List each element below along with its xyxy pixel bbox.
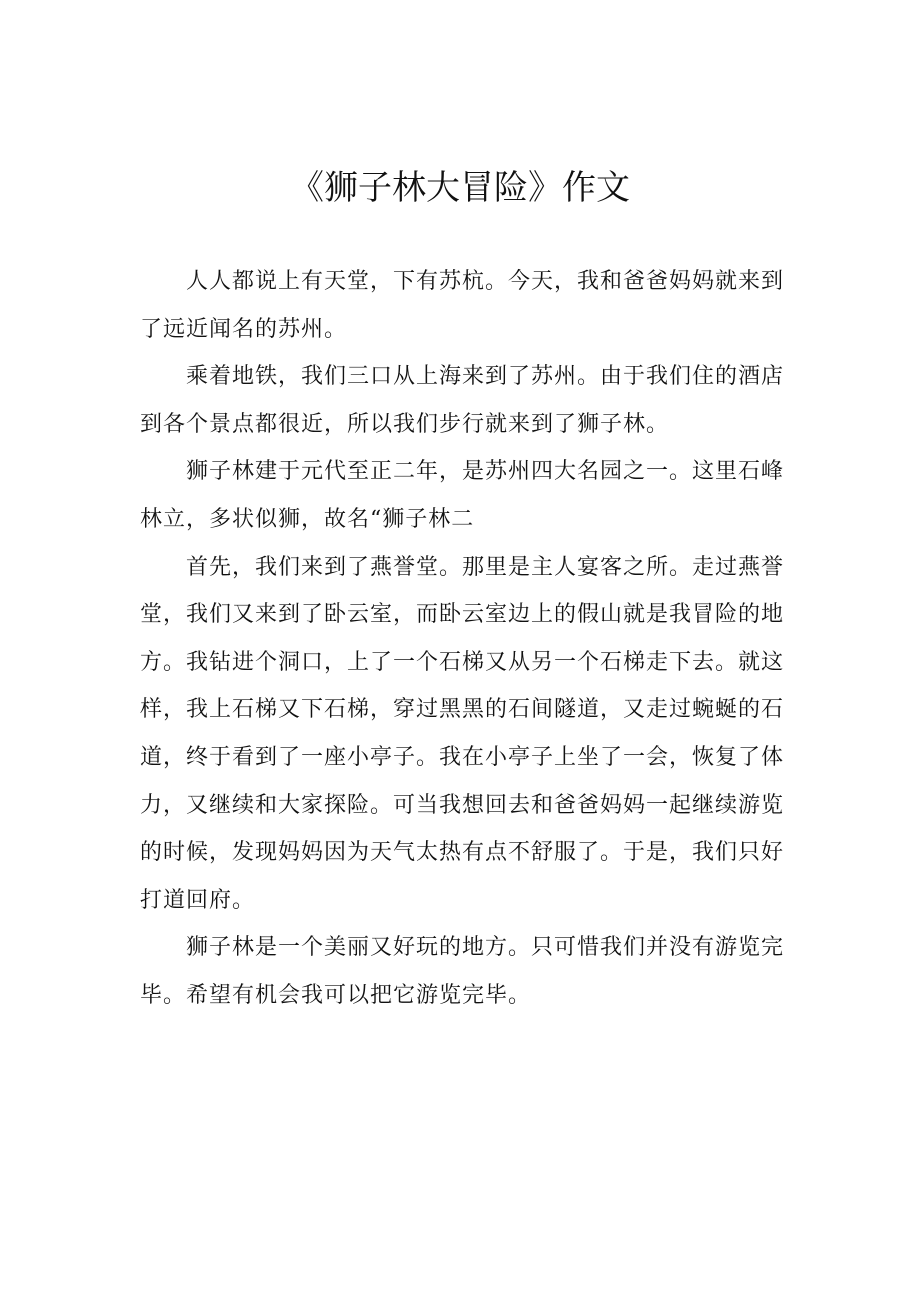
text-line: 堂，我们又来到了卧云室，而卧云室边上的假山就是我冒险的地 — [140, 602, 785, 628]
paragraph — [140, 353, 790, 448]
document-title: 《狮子林大冒险》作文 — [290, 168, 630, 208]
text-line: 的时候，发现妈妈因为天气太热有点不舒服了。于是，我们只好 — [140, 840, 785, 866]
paragraph — [140, 258, 790, 353]
text-line: 样，我上石梯又下石梯，穿过黑黑的石间隧道，又走过蜿蜒的石 — [140, 697, 785, 723]
text-line: 狮子林建于元代至正二年，是苏州四大名园之一。这里石峰 — [186, 459, 785, 485]
paragraph — [140, 544, 790, 925]
text-line: 力，又继续和大家探险。可当我想回去和爸爸妈妈一起继续游览 — [140, 792, 785, 818]
text-line: 方。我钻进个洞口，上了一个石梯又从另一个石梯走下去。就这 — [140, 649, 785, 675]
text-line: 毕。希望有机会我可以把它游览完毕。 — [140, 982, 532, 1008]
text-line: 乘着地铁，我们三口从上海来到了苏州。由于我们住的酒店 — [186, 364, 785, 390]
document-body — [140, 258, 790, 1020]
text-line: 首先，我们来到了燕誉堂。那里是主人宴客之所。走过燕誉 — [186, 554, 785, 580]
paragraph — [140, 448, 790, 543]
text-line: 到各个景点都很近，所以我们步行就来到了狮子林。 — [140, 411, 670, 437]
text-line: 林立，多状似狮，故名“狮子林二 — [140, 506, 475, 532]
text-line: 打道回府。 — [140, 887, 256, 913]
text-line: 了远近闻名的苏州。 — [140, 316, 348, 342]
text-line: 狮子林是一个美丽又好玩的地方。只可惜我们并没有游览完 — [186, 935, 785, 961]
paragraph — [140, 924, 790, 1019]
text-line: 人人都说上有天堂，下有苏杭。今天，我和爸爸妈妈就来到 — [186, 269, 785, 294]
text-line: 道，终于看到了一座小亭子。我在小亭子上坐了一会，恢复了体 — [140, 744, 785, 770]
